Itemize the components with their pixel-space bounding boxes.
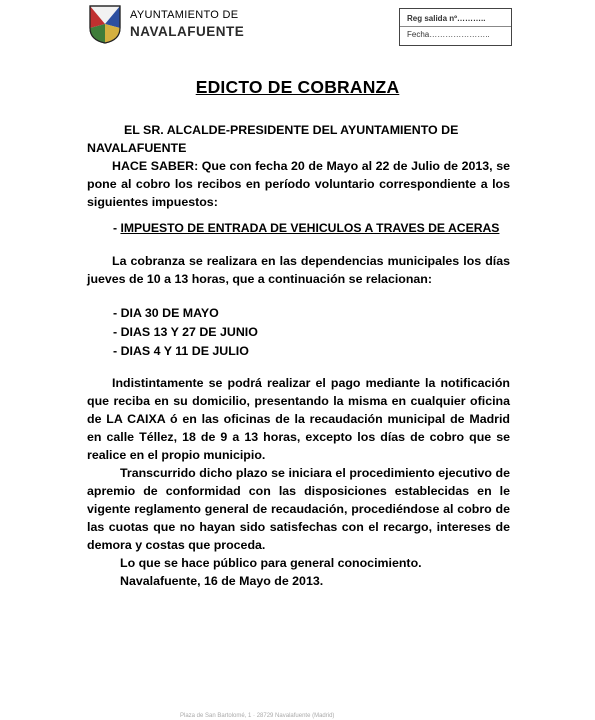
org-name-line2: NAVALAFUENTE xyxy=(130,24,245,39)
registry-number-field: Reg salida nº……….. xyxy=(407,14,486,23)
list-item: - DIA 30 DE MAYO xyxy=(113,306,219,320)
intro-block xyxy=(87,121,510,211)
letterhead xyxy=(88,4,388,44)
registry-divider xyxy=(400,26,511,27)
municipality-line: NAVALAFUENTE xyxy=(87,141,187,155)
public-notice-line: Lo que se hace público para general conocimiento. xyxy=(120,556,422,570)
cobranza-block xyxy=(87,252,510,288)
page-title: EDICTO DE COBRANZA xyxy=(195,77,400,97)
org-name-line1: AYUNTAMIENTO DE xyxy=(130,9,239,21)
cobranza-paragraph: La cobranza se realizara en las dependencias municipales los días jueves de 10 a 13 horas, que a continuación se relacionan: xyxy=(87,254,510,286)
municipal-crest-icon xyxy=(88,4,122,44)
mayor-line: EL SR. ALCALDE-PRESIDENTE DEL AYUNTAMIENTO DE xyxy=(124,123,459,137)
signature-place-date: Navalafuente, 16 de Mayo de 2013. xyxy=(120,574,324,588)
payment-block xyxy=(87,374,510,590)
tax-bullet: - xyxy=(113,221,121,235)
tax-name: IMPUESTO DE ENTRADA DE VEHICULOS A TRAVES DE ACERAS xyxy=(120,221,500,235)
registry-date-field: Fecha………………….. xyxy=(407,30,490,39)
hace-saber-paragraph: HACE SABER: Que con fecha 20 de Mayo al 22 de Julio de 2013, se pone al cobro los recibos en período voluntario correspondiente a los siguientes impuestos: xyxy=(87,159,510,209)
footer-address: Plaza de San Bartolomé, 1 · 28729 Navalafuente (Madrid) xyxy=(180,713,335,719)
collection-dates-list xyxy=(113,304,258,361)
indistintamente-paragraph: Indistintamente se podrá realizar el pago mediante la notificación que reciba en su domicilio, presentando la misma en cualquier oficina de LA CAIXA ó en las oficinas de la recaudación municipal de Madrid en calle Téllez, 18 de 9 a 13 horas, excepto los días de cobro que se realice en el propio municipio. xyxy=(87,376,510,462)
list-item: - DIAS 4 Y 11 DE JULIO xyxy=(113,344,249,358)
list-item: - DIAS 13 Y 27 DE JUNIO xyxy=(113,325,258,339)
tax-item xyxy=(113,221,499,235)
registry-stamp-box xyxy=(399,8,512,46)
transcurrido-paragraph: Transcurrido dicho plazo se iniciara el procedimiento ejecutivo de apremio de conformidad con las disposiciones establecidas en le vigente reglamento general de recaudación, procediéndose al cobro de las cuotas que no hayan sido satisfechas con el recargo, intereses de demora y costas que proceda. xyxy=(87,466,510,552)
